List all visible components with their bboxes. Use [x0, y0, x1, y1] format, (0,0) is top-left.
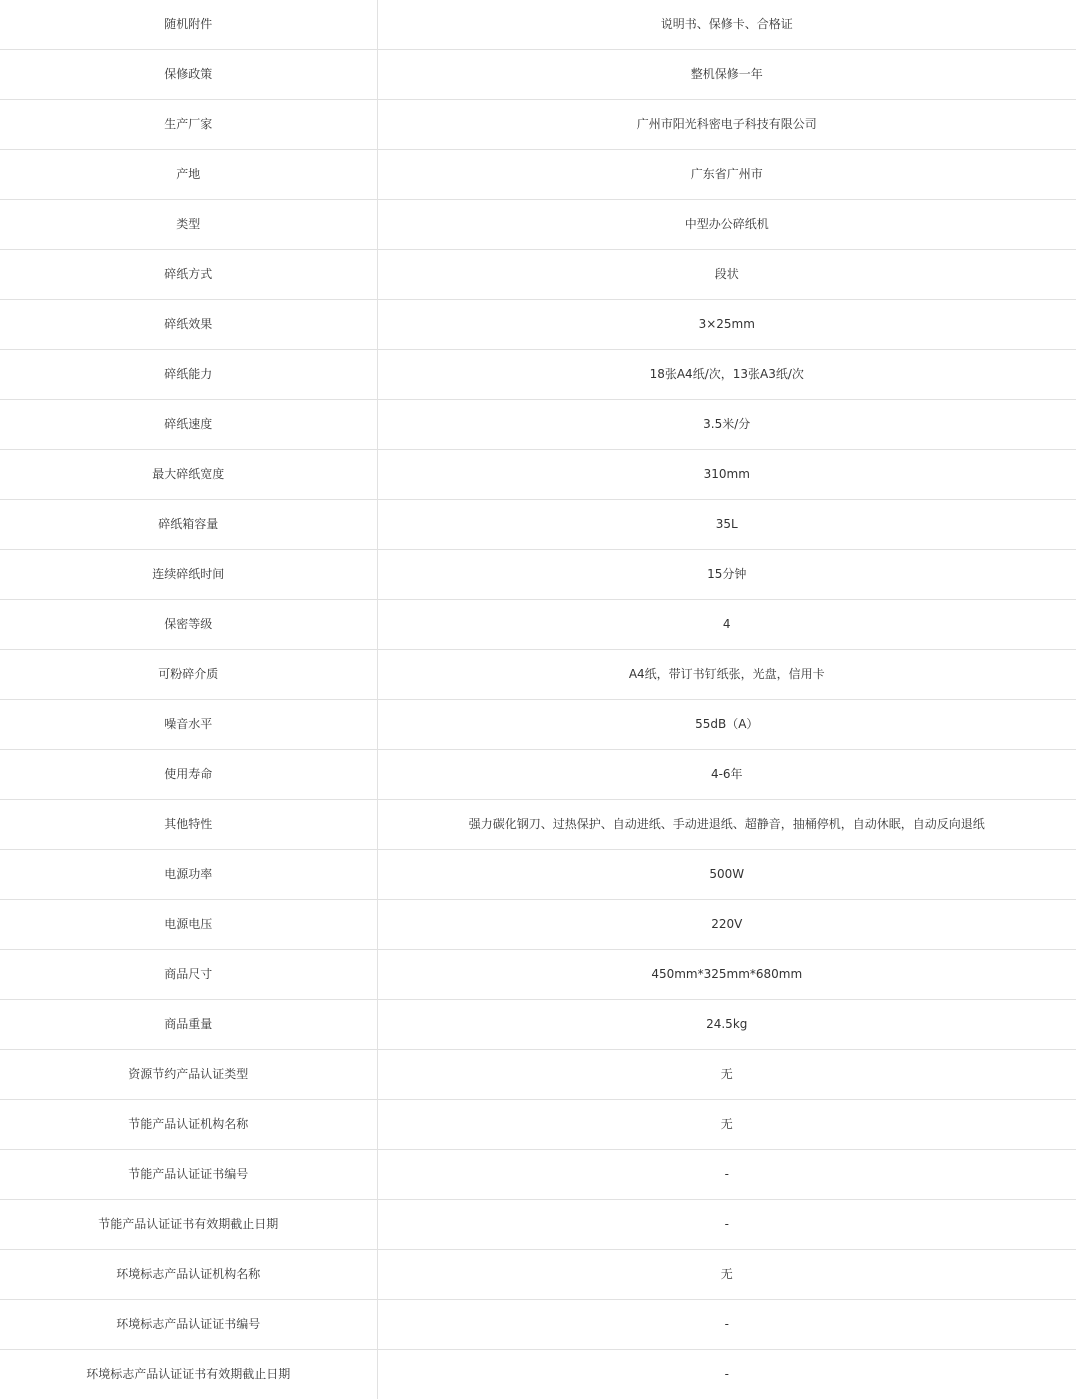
spec-label: 环境标志产品认证证书编号 — [0, 1300, 377, 1350]
spec-label: 碎纸速度 — [0, 400, 377, 450]
spec-value: 4-6年 — [377, 750, 1076, 800]
spec-value: 500W — [377, 850, 1076, 900]
spec-label: 商品尺寸 — [0, 950, 377, 1000]
spec-value: 广州市阳光科密电子科技有限公司 — [377, 100, 1076, 150]
table-row — [0, 1200, 1076, 1250]
table-row — [0, 1050, 1076, 1100]
spec-label: 节能产品认证证书有效期截止日期 — [0, 1200, 377, 1250]
spec-label: 随机附件 — [0, 0, 377, 50]
spec-label: 产地 — [0, 150, 377, 200]
spec-label: 保密等级 — [0, 600, 377, 650]
spec-value: - — [377, 1150, 1076, 1200]
spec-label: 资源节约产品认证类型 — [0, 1050, 377, 1100]
spec-label: 碎纸方式 — [0, 250, 377, 300]
spec-value: 整机保修一年 — [377, 50, 1076, 100]
table-row — [0, 50, 1076, 100]
table-row — [0, 750, 1076, 800]
spec-value: 无 — [377, 1250, 1076, 1300]
table-row — [0, 1100, 1076, 1150]
spec-label: 电源功率 — [0, 850, 377, 900]
table-row — [0, 1350, 1076, 1399]
spec-label: 环境标志产品认证证书有效期截止日期 — [0, 1350, 377, 1399]
spec-label: 电源电压 — [0, 900, 377, 950]
table-row — [0, 850, 1076, 900]
spec-label: 其他特性 — [0, 800, 377, 850]
table-row — [0, 400, 1076, 450]
spec-value: - — [377, 1200, 1076, 1250]
spec-label: 保修政策 — [0, 50, 377, 100]
table-row — [0, 950, 1076, 1000]
table-row — [0, 300, 1076, 350]
spec-value: - — [377, 1300, 1076, 1350]
spec-label: 环境标志产品认证机构名称 — [0, 1250, 377, 1300]
spec-value: 310mm — [377, 450, 1076, 500]
spec-value: 3×25mm — [377, 300, 1076, 350]
spec-value: 24.5kg — [377, 1000, 1076, 1050]
table-row — [0, 1000, 1076, 1050]
spec-value: 15分钟 — [377, 550, 1076, 600]
spec-value: 4 — [377, 600, 1076, 650]
spec-label: 碎纸效果 — [0, 300, 377, 350]
table-row — [0, 700, 1076, 750]
table-row — [0, 1250, 1076, 1300]
table-row — [0, 450, 1076, 500]
table-row — [0, 1150, 1076, 1200]
spec-value: 55dB（A） — [377, 700, 1076, 750]
spec-label: 可粉碎介质 — [0, 650, 377, 700]
spec-value: 广东省广州市 — [377, 150, 1076, 200]
spec-label: 生产厂家 — [0, 100, 377, 150]
spec-label: 商品重量 — [0, 1000, 377, 1050]
table-row — [0, 1300, 1076, 1350]
spec-value: 3.5米/分 — [377, 400, 1076, 450]
spec-label: 碎纸能力 — [0, 350, 377, 400]
spec-value: - — [377, 1350, 1076, 1399]
table-row — [0, 650, 1076, 700]
table-row — [0, 0, 1076, 50]
spec-value: 强力碳化钢刀、过热保护、自动进纸、手动进退纸、超静音，抽桶停机，自动休眠，自动反向退纸 — [377, 800, 1076, 850]
spec-value: 450mm*325mm*680mm — [377, 950, 1076, 1000]
spec-label: 碎纸箱容量 — [0, 500, 377, 550]
table-row — [0, 500, 1076, 550]
spec-value: 18张A4纸/次，13张A3纸/次 — [377, 350, 1076, 400]
table-row — [0, 900, 1076, 950]
spec-label: 类型 — [0, 200, 377, 250]
spec-value: 无 — [377, 1050, 1076, 1100]
spec-label: 连续碎纸时间 — [0, 550, 377, 600]
table-row — [0, 150, 1076, 200]
spec-value: 段状 — [377, 250, 1076, 300]
spec-value: 无 — [377, 1100, 1076, 1150]
spec-value: A4纸，带订书钉纸张，光盘，信用卡 — [377, 650, 1076, 700]
table-row — [0, 350, 1076, 400]
table-row — [0, 600, 1076, 650]
spec-value: 220V — [377, 900, 1076, 950]
spec-label: 节能产品认证机构名称 — [0, 1100, 377, 1150]
table-row — [0, 200, 1076, 250]
spec-value: 中型办公碎纸机 — [377, 200, 1076, 250]
spec-label: 节能产品认证证书编号 — [0, 1150, 377, 1200]
spec-label: 使用寿命 — [0, 750, 377, 800]
table-row — [0, 550, 1076, 600]
spec-label: 最大碎纸宽度 — [0, 450, 377, 500]
spec-value: 说明书、保修卡、合格证 — [377, 0, 1076, 50]
table-row — [0, 100, 1076, 150]
spec-value: 35L — [377, 500, 1076, 550]
spec-label: 噪音水平 — [0, 700, 377, 750]
table-row — [0, 250, 1076, 300]
table-row — [0, 800, 1076, 850]
